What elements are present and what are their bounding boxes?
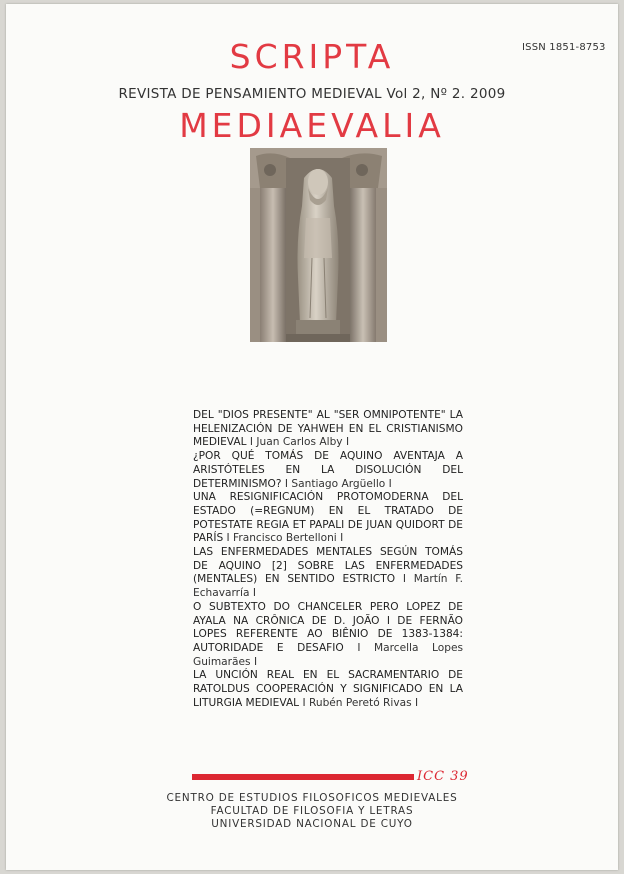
institution-line: FACULTAD DE FILOSOFIA Y LETRAS — [210, 804, 414, 817]
institution-line: CENTRO DE ESTUDIOS FILOSOFICOS MEDIEVALES — [166, 792, 458, 804]
article-title: LA UNCIÓN REAL EN EL SACRAMENTARIO DE RATOLDUS COOPERACIÓN Y SIGNIFICADO EN LA LITURGIA MEDIEVAL — [193, 669, 463, 709]
article-author: Francisco Bertelloni — [233, 532, 337, 545]
institution-line: UNIVERSIDAD NACIONAL DE CUYO — [211, 817, 413, 830]
article-title: O SUBTEXTO DO CHANCELER PERO LOPEZ DE AYALA NA CRÔNICA DE D. JOÃO I DE FERNÃO LOPES REFERENTE AO BIÊNIO DE 1383-1384: AUTORIDADE E DESAFIO — [193, 600, 463, 654]
institution-block — [6, 792, 618, 830]
article-entry: ¿POR QUÉ TOMÁS DE AQUINO AVENTAJA A ARISTÓTELES EN LA DISOLUCIÓN DEL DETERMINISMO? I Santiago Argüello I — [193, 450, 463, 490]
article-author: Juan Carlos Alby — [256, 436, 343, 449]
article-entry: LAS ENFERMEDADES MENTALES SEGÚN TOMÁS DE AQUINO [2] SOBRE LAS ENFERMEDADES (MENTALES) EN SENTIDO ESTRICTO I Martín F. Echavarría I — [193, 546, 463, 600]
article-entry: UNA RESIGNIFICACIÓN PROTOMODERNA DEL ESTADO (=REGNUM) EN EL TRATADO DE POTESTATE REGIA ET PAPALI DE JUAN QUIDORT DE PARÍS I Francisco Bertelloni I — [193, 491, 463, 545]
article-title: DEL "DIOS PRESENTE" AL "SER OMNIPOTENTE" LA HELENIZACIÓN DE YAHWEH EN EL CRISTIANISMO MEDIEVAL — [193, 409, 463, 449]
publisher-mark: ICC 39 — [414, 770, 472, 784]
article-entry: O SUBTEXTO DO CHANCELER PERO LOPEZ DE AYALA NA CRÔNICA DE D. JOÃO I DE FERNÃO LOPES REFERENTE AO BIÊNIO DE 1383-1384: AUTORIDADE E DESAFIO I Marcella Lopes Guimarães I — [193, 600, 463, 668]
article-author: Santiago Argüello — [291, 477, 386, 490]
article-author: Rubén Peretó Rivas — [308, 696, 412, 709]
title-mediaevalia: MEDIAEVALIA — [179, 106, 445, 145]
article-title: LAS ENFERMEDADES MENTALES SEGÚN TOMÁS DE AQUINO [2] SOBRE LAS ENFERMEDADES (MENTALES) EN SENTIDO ESTRICTO — [193, 546, 463, 586]
article-author: Martín F. Echavarría — [193, 573, 463, 600]
statue-photo — [250, 148, 387, 342]
article-title: ¿POR QUÉ TOMÁS DE AQUINO AVENTAJA A ARISTÓTELES EN LA DISOLUCIÓN DEL DETERMINISMO? — [193, 450, 463, 490]
article-title: UNA RESIGNIFICACIÓN PROTOMODERNA DEL ESTADO (=REGNUM) EN EL TRATADO DE POTESTATE REGIA ET PAPALI DE JUAN QUIDORT DE PARÍS — [193, 491, 463, 545]
article-entry: DEL "DIOS PRESENTE" AL "SER OMNIPOTENTE" LA HELENIZACIÓN DE YAHWEH EN EL CRISTIANISMO MEDIEVAL I Juan Carlos Alby I — [193, 409, 463, 449]
title-scripta: SCRIPTA — [229, 37, 395, 76]
article-entry: LA UNCIÓN REAL EN EL SACRAMENTARIO DE RATOLDUS COOPERACIÓN Y SIGNIFICADO EN LA LITURGIA MEDIEVAL I Rubén Peretó Rivas I — [193, 669, 463, 709]
journal-cover — [6, 4, 618, 870]
table-of-contents — [193, 409, 463, 710]
article-author: Marcella Lopes Guimarães — [193, 641, 463, 668]
journal-subtitle: REVISTA DE PENSAMIENTO MEDIEVAL Vol 2, Nº 2. 2009 — [118, 86, 506, 102]
issn-label: ISSN 1851-8753 — [522, 42, 606, 53]
